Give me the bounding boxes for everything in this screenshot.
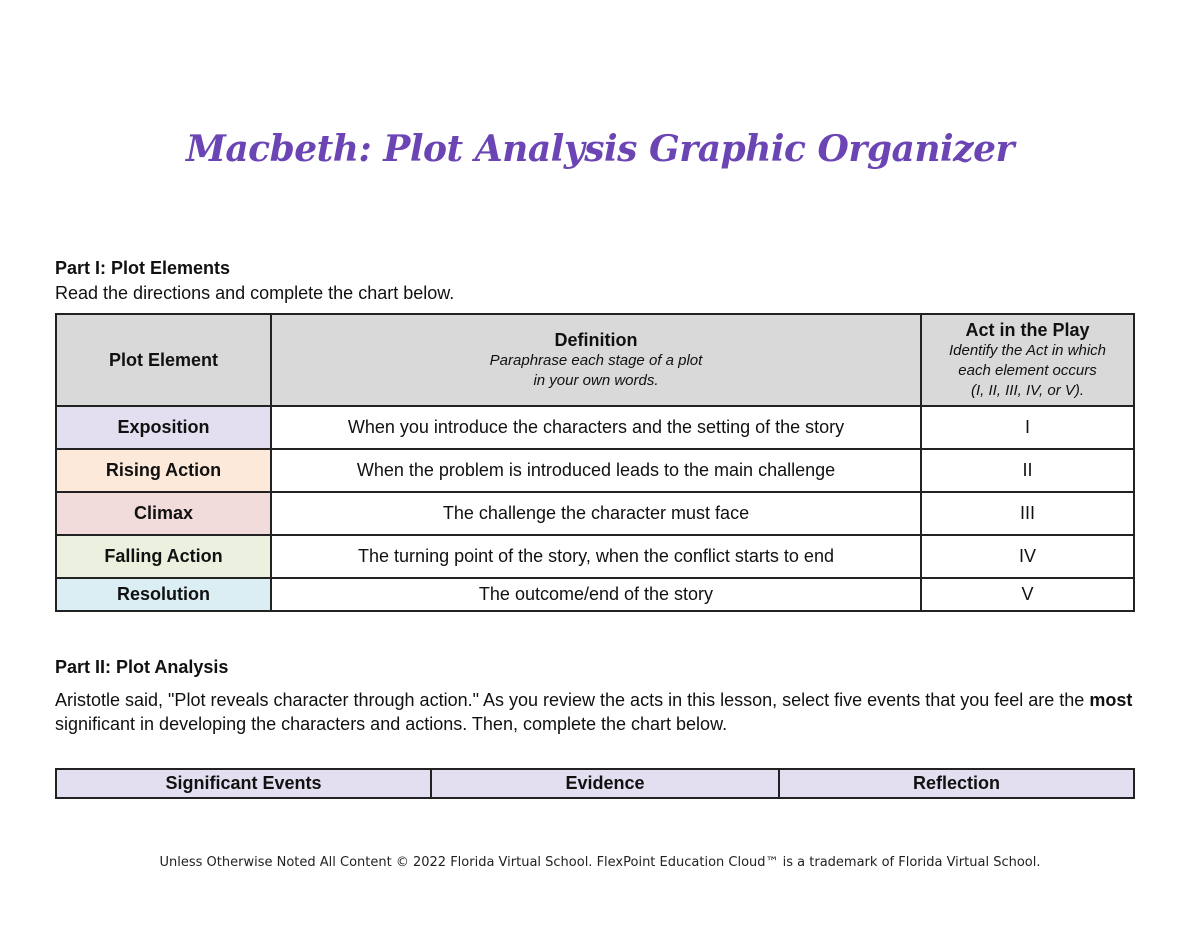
table-row xyxy=(56,578,1134,611)
plot-element-cell: Exposition xyxy=(56,406,271,449)
header-act: Act in the Play Identify the Act in which each element occurs (I, II, III, IV, or V). xyxy=(921,314,1134,406)
table-row xyxy=(56,492,1134,535)
significant-events-table xyxy=(55,768,1135,799)
definition-cell[interactable]: The turning point of the story, when the conflict starts to end xyxy=(271,535,921,578)
act-cell[interactable]: IV xyxy=(921,535,1134,578)
plot-element-cell: Resolution xyxy=(56,578,271,611)
table-row xyxy=(56,406,1134,449)
header-reflection: Reflection xyxy=(779,769,1134,798)
definition-cell[interactable]: The outcome/end of the story xyxy=(271,578,921,611)
table-row xyxy=(56,535,1134,578)
header-evidence: Evidence xyxy=(431,769,779,798)
act-cell[interactable]: I xyxy=(921,406,1134,449)
part2-heading: Part II: Plot Analysis xyxy=(55,657,229,677)
part1-heading: Part I: Plot Elements xyxy=(55,258,231,278)
plot-elements-table xyxy=(55,313,1135,612)
act-cell[interactable]: V xyxy=(921,578,1134,611)
act-cell[interactable]: II xyxy=(921,449,1134,492)
header-significant-events: Significant Events xyxy=(56,769,431,798)
table-header-row xyxy=(56,769,1134,798)
copyright-footer: Unless Otherwise Noted All Content © 2022 Florida Virtual School. FlexPoint Education Cloud™ is a trademark of Florida Virtual School. xyxy=(159,855,1041,870)
definition-cell[interactable]: The challenge the character must face xyxy=(271,492,921,535)
act-cell[interactable]: III xyxy=(921,492,1134,535)
part1-directions: Read the directions and complete the chart below. xyxy=(55,283,455,303)
definition-cell[interactable]: When the problem is introduced leads to the main challenge xyxy=(271,449,921,492)
table-header-row xyxy=(56,314,1134,406)
plot-element-cell: Rising Action xyxy=(56,449,271,492)
plot-element-cell: Climax xyxy=(56,492,271,535)
header-definition: Definition Paraphrase each stage of a plot in your own words. xyxy=(271,314,921,406)
page-title: Macbeth: Plot Analysis Graphic Organizer xyxy=(186,128,1014,170)
plot-element-cell: Falling Action xyxy=(56,535,271,578)
header-plot-element: Plot Element xyxy=(56,314,271,406)
part2-instructions: Aristotle said, "Plot reveals character through action." As you review the acts in this lesson, select five events that you feel are the most significant in developing the characters and actions. Then, complete the chart below. xyxy=(55,690,1133,734)
definition-cell[interactable]: When you introduce the characters and the setting of the story xyxy=(271,406,921,449)
table-row xyxy=(56,449,1134,492)
